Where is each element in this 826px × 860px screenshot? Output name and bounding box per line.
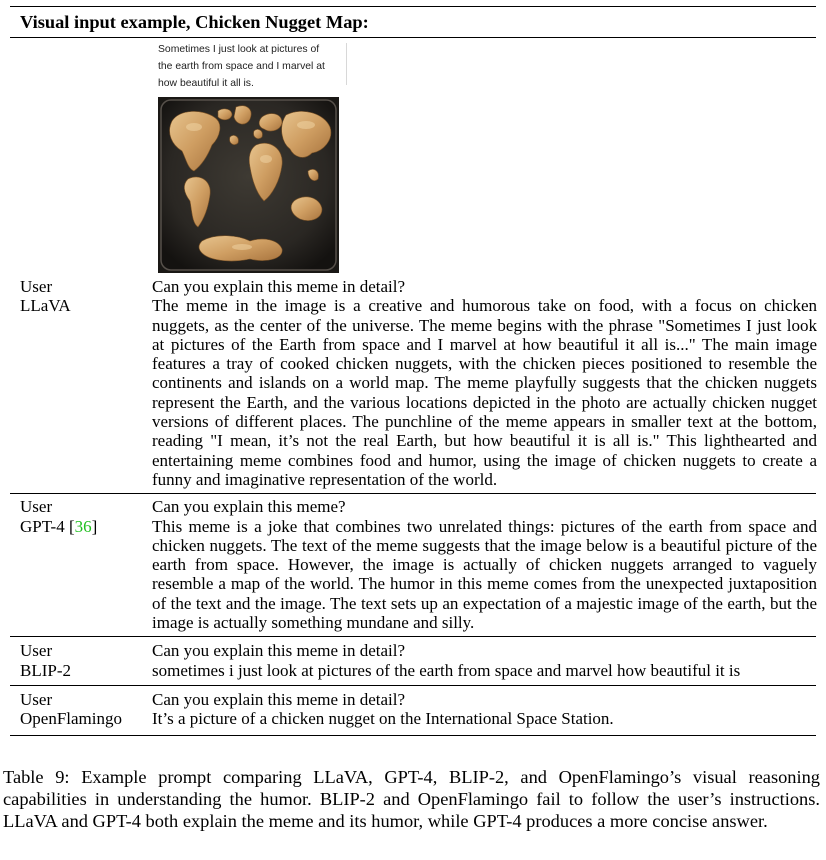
speaker-cell [20,641,152,680]
meme-caption-line: the earth from space and I marvel at [158,61,325,72]
table-row [10,686,816,735]
user-prompt: Can you explain this meme? [152,497,346,517]
speaker-user: User [20,641,53,661]
speaker-gpt4: GPT-4 [36] [20,516,98,536]
dialogue-cell [152,497,817,632]
table-title: Visual input example, Chicken Nugget Map: [20,12,369,32]
user-prompt: Can you explain this meme in detail? [152,277,406,296]
speaker-user: User [20,497,53,517]
visual-input [10,38,816,273]
speaker-blip2: BLIP-2 [20,660,71,680]
table-row [10,494,816,636]
meme-caption [158,41,348,92]
meme-caption-line: Sometimes I just look at pictures of [158,44,320,55]
meme-caption-line: how beautiful it all is. [158,78,254,89]
comparison-table [10,6,816,736]
speaker-cell [20,690,152,729]
dialogue-cell [152,641,817,680]
table-caption: Table 9: Example prompt comparing LLaVA, GPT-4, BLIP-2, and OpenFlamingo’s visual reasoning capabilities in understanding the humor. BLIP-2 and OpenFlamingo fail to follow the user’s instructions. LLaVA and GPT-4 both explain the meme and its humor, while GPT-4 produces a more concise answer. [3,767,820,831]
dialogue-cell [152,690,817,729]
dialogue-cell [152,277,817,489]
bottom-rule [10,735,816,736]
speaker-llava: LLaVA [20,296,71,316]
model-response: The meme in the image is a creative and humorous take on food, with a focus on chicken nuggets, as the center of the universe. The meme begins with the phrase "Sometimes I just look at pictures of the Earth from space and I marvel at how beautiful it all is..." The main image features a tray of cooked chicken nuggets, with the chicken pieces positioned to resemble the continents and islands on a world map. The meme playfully suggests that the chicken nuggets represent the Earth, and the various locations depicted in the photo are actually chicken nugget versions of different places. The punchline of the meme appears in smaller text at the bottom, reading "I mean, it’s not the real Earth, but how beautiful it is all is." This lighthearted and entertaining meme combines food and humor, using the image of chicken nuggets to create a funny and imaginative representation of the world. [152,296,817,489]
speaker-user: User [20,277,53,296]
chicken-nugget-tray-photo [158,97,339,273]
table-row [10,273,816,493]
user-prompt: Can you explain this meme in detail? [152,641,406,661]
table-row [10,637,816,685]
meme-separator [346,43,347,85]
model-response: It’s a picture of a chicken nugget on the International Space Station. [152,709,614,729]
model-response: This meme is a joke that combines two unrelated things: pictures of the earth from space and chicken nuggets. The text of the meme suggests that the image below is a beautiful picture of the earth from space. However, the image is actually of chicken nuggets arranged to vaguely resemble a map of the world. The humor in this meme comes from the unexpected juxtaposition of the text and the image. The text sets up an expectation of a majestic image of the earth, but the image is actually something mundane and silly. [152,516,817,633]
citation-link[interactable]: 36 [74,516,92,536]
speaker-cell [20,277,152,489]
model-response: sometimes i just look at pictures of the earth from space and marvel how beautiful it is [152,660,741,680]
speaker-user: User [20,689,53,709]
user-prompt: Can you explain this meme in detail? [152,689,406,709]
speaker-gpt4-label: GPT-4 [20,516,65,536]
speaker-cell [20,497,152,632]
meme-image [158,41,343,273]
speaker-openflamingo: OpenFlamingo [20,709,122,729]
